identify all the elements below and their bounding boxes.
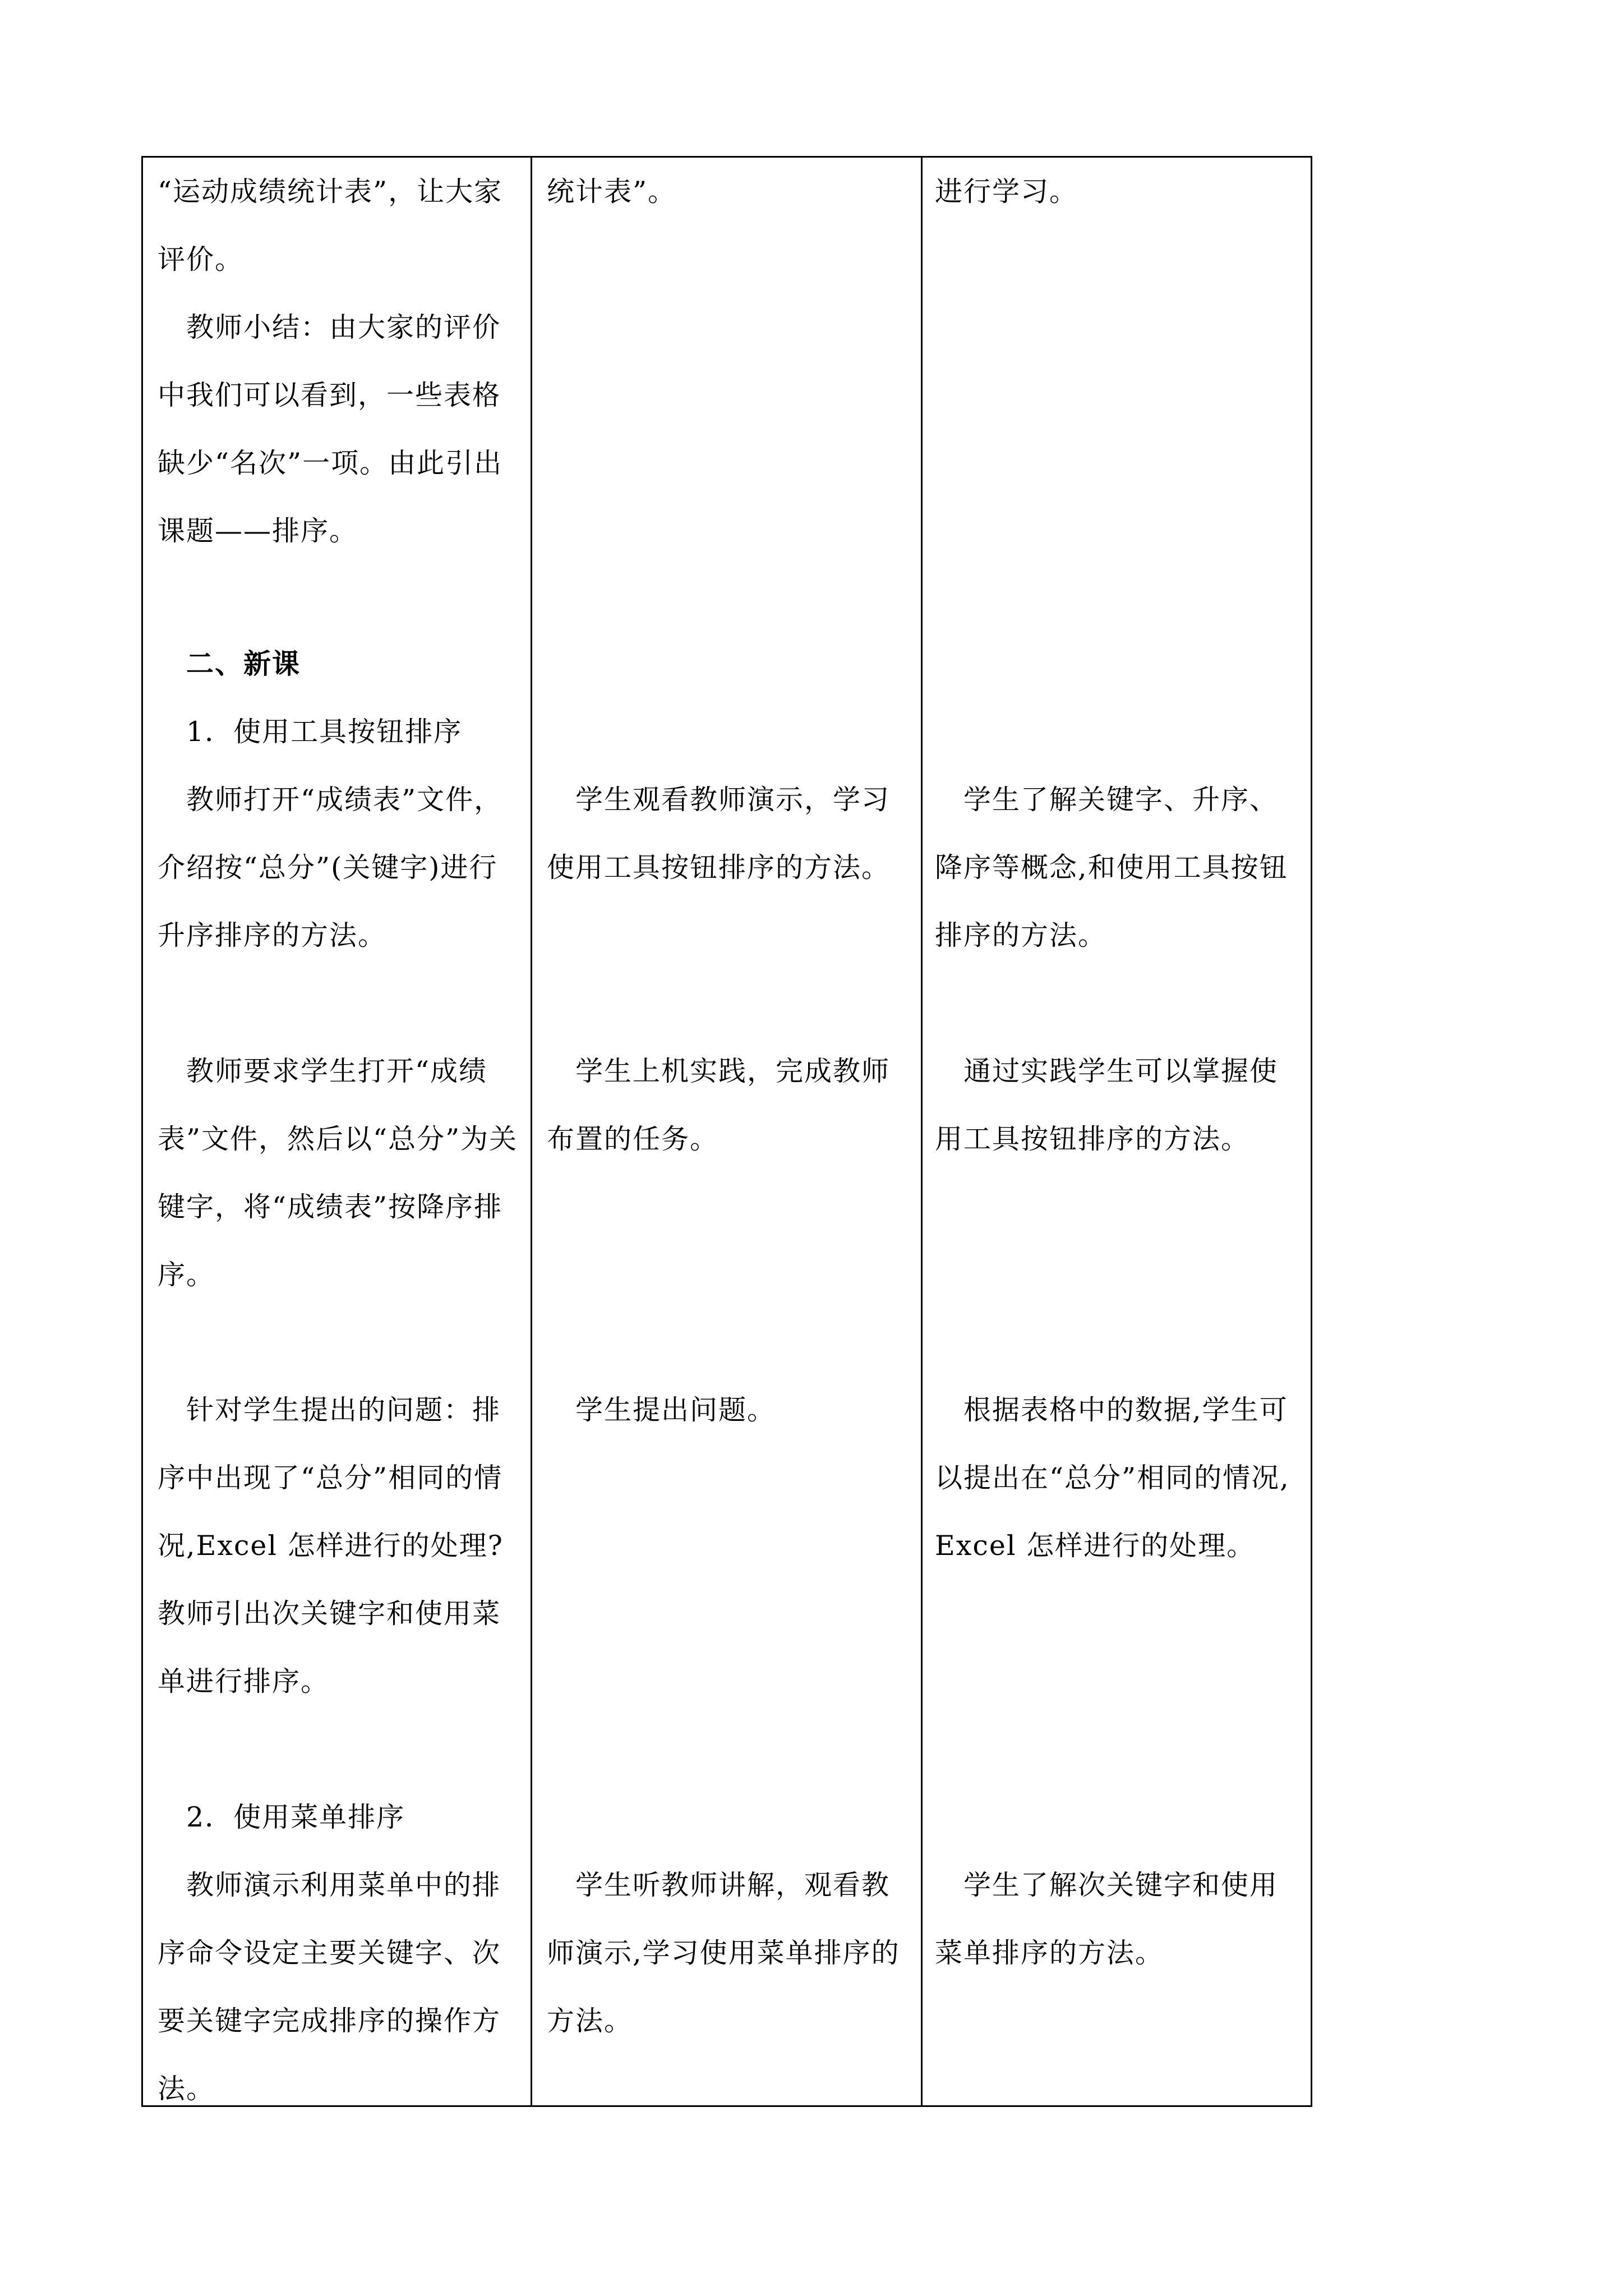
teacher-paragraph-practice-descending: 教师要求学生打开“成绩表”文件，然后以“总分”为关键字，将“成绩表”按降序排序。	[158, 1055, 518, 1291]
student-paragraph-ask-question: 学生提出问题。	[547, 1394, 776, 1426]
design-intent-column	[923, 158, 1311, 2105]
teacher-paragraph-intro-end: “运动成绩统计表”，让大家评价。	[158, 176, 503, 275]
student-paragraph-practice: 学生上机实践，完成教师布置的任务。	[547, 1055, 891, 1155]
teacher-paragraph-menu-demo: 教师演示利用菜单中的排序命令设定主要关键字、次要关键字完成排序的操作方法。	[158, 1869, 501, 2105]
student-paragraph-intro-end: 统计表”。	[547, 176, 677, 208]
student-paragraph-menu-learn: 学生听教师讲解，观看教师演示,学习使用菜单排序的方法。	[547, 1869, 900, 2037]
intent-paragraph-menu-sort: 学生了解次关键字和使用菜单排序的方法。	[935, 1869, 1279, 1969]
teacher-paragraph-summary: 教师小结：由大家的评价中我们可以看到，一些表格缺少“名次”一项。由此引出课题——排序。	[158, 311, 503, 547]
intent-paragraph-concepts: 学生了解关键字、升序、降序等概念,和使用工具按钮排序的方法。	[935, 784, 1288, 951]
student-paragraph-watch-demo: 学生观看教师演示，学习使用工具按钮排序的方法。	[547, 784, 891, 884]
subsection-heading-toolbar-sort: 1．使用工具按钮排序	[158, 716, 463, 748]
teacher-paragraph-secondary-key: 针对学生提出的问题：排序中出现了“总分”相同的情况,Excel 怎样进行的处理?教师引出次关键字和使用菜单进行排序。	[158, 1394, 504, 1697]
intent-paragraph-same-total: 根据表格中的数据,学生可以提出在“总分”相同的情况,Excel 怎样进行的处理。	[935, 1394, 1290, 1562]
lesson-plan-table	[141, 156, 1312, 2107]
intent-paragraph-intro-end: 进行学习。	[935, 176, 1078, 208]
subsection-heading-menu-sort: 2．使用菜单排序	[158, 1801, 405, 1833]
student-activity-column	[532, 158, 923, 2105]
section-heading-new-lesson: 二、新课	[158, 647, 301, 680]
teacher-paragraph-demo-ascending: 教师打开“成绩表”文件，介绍按“总分”(关键字)进行升序排序的方法。	[158, 784, 503, 951]
teacher-activity-column	[143, 158, 532, 2105]
intent-paragraph-master-toolbar: 通过实践学生可以掌握使用工具按钮排序的方法。	[935, 1055, 1279, 1155]
